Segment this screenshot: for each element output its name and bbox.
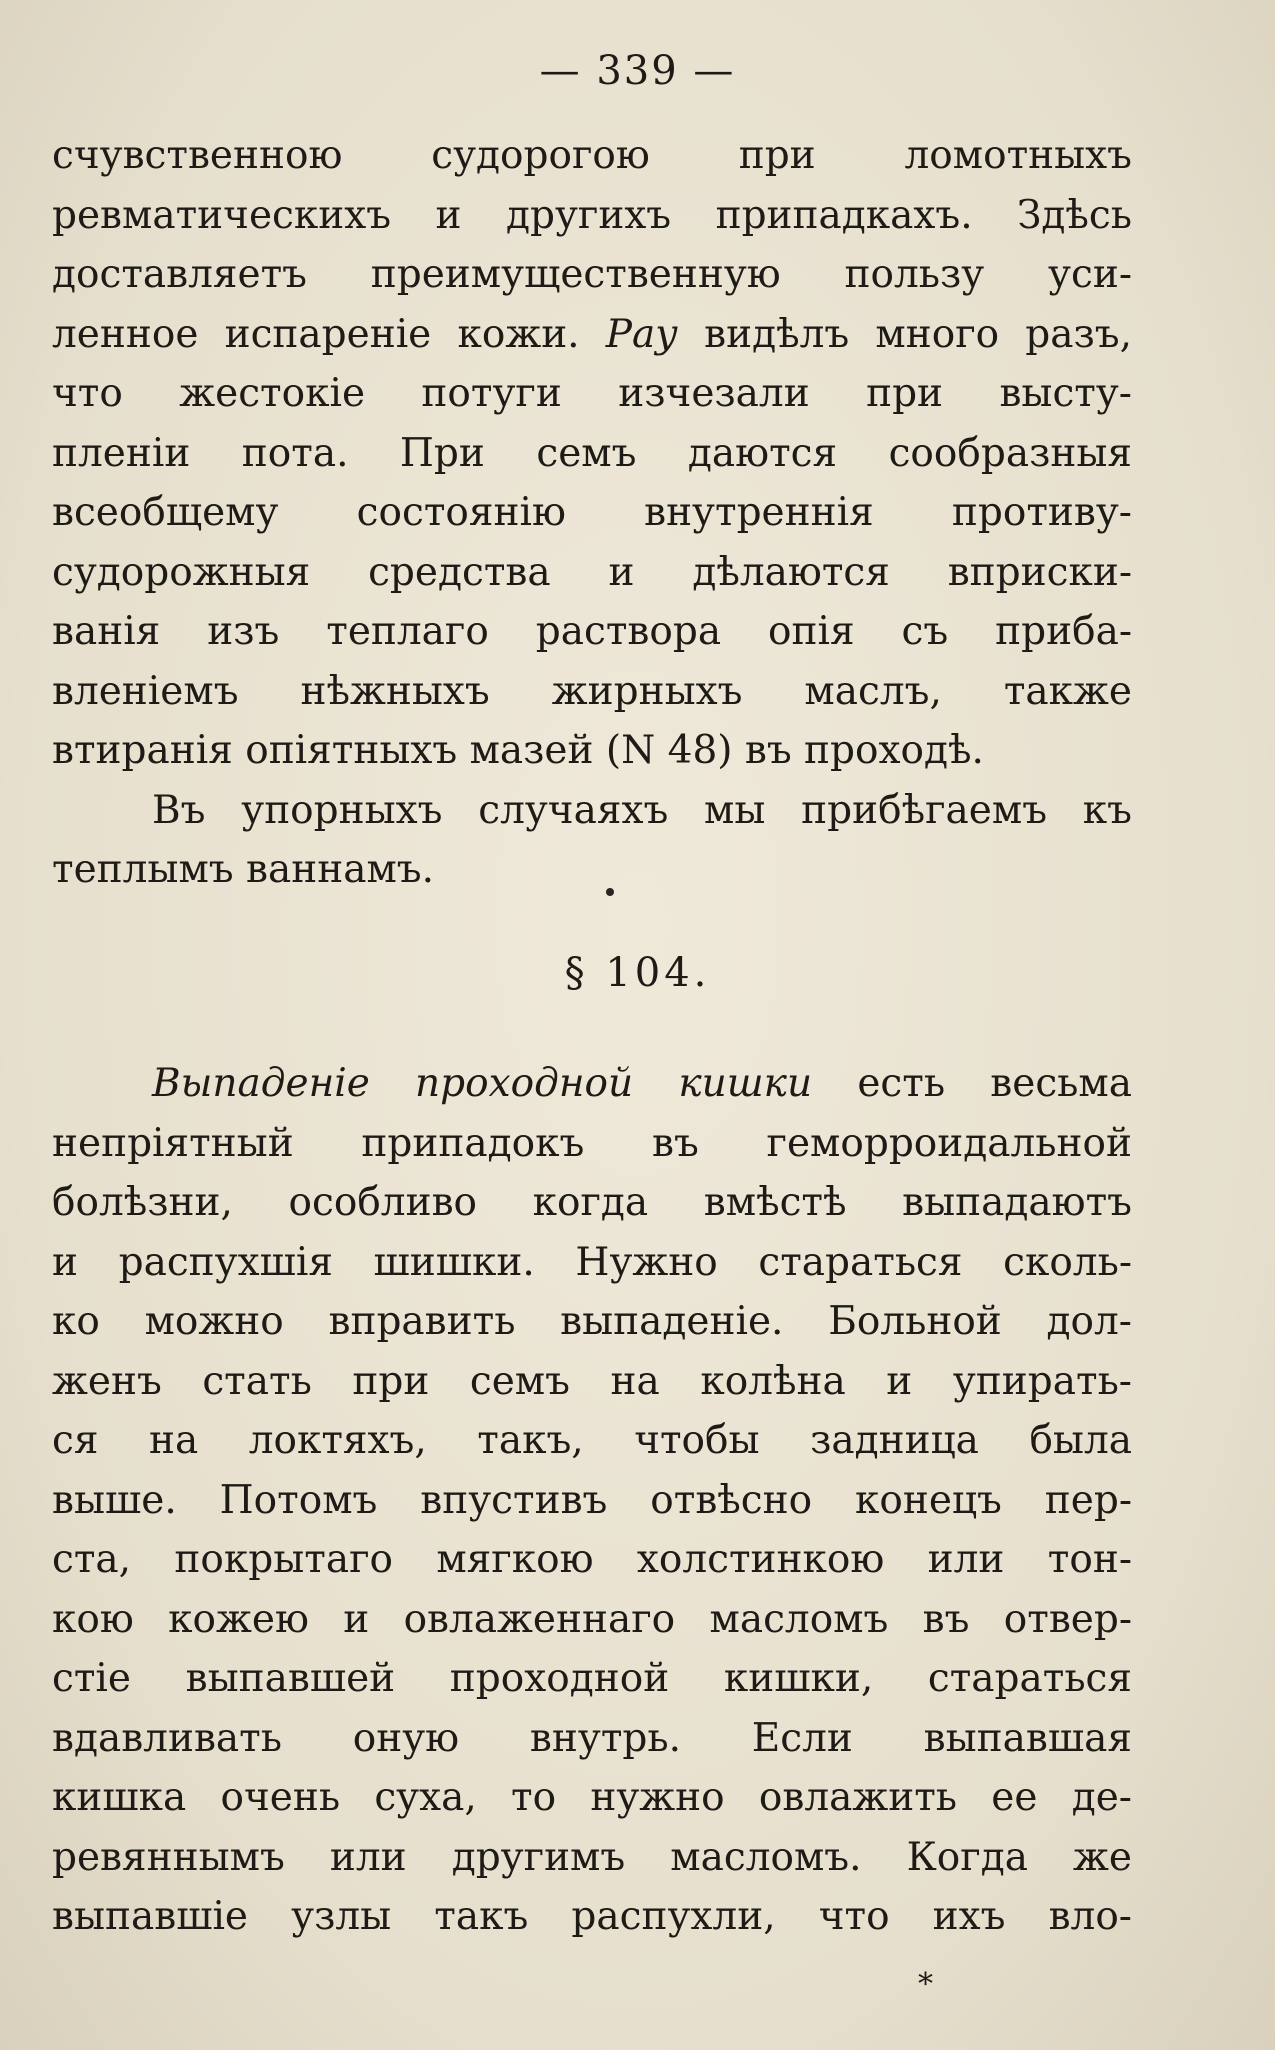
- text-line: пленіи пота. При семъ даются сообразныя: [52, 430, 1132, 476]
- text-line: вленіемъ нѣжныхъ жирныхъ маслъ, также: [52, 668, 1132, 714]
- text-line: кишка очень суха, то нужно овлажить ее де-: [52, 1775, 1132, 1820]
- text-line: ста, покрытаго мягкою холстинкою или тон-: [52, 1537, 1132, 1582]
- text-line: Въ упорныхъ случаяхъ мы прибѣгаемъ къ: [152, 787, 1132, 833]
- author-name: Рау: [605, 311, 678, 357]
- section-paragraph: [52, 1054, 1132, 1947]
- page-number: — 339 —: [539, 48, 736, 94]
- text-line: доставляетъ преимущественную пользу уси-: [52, 252, 1132, 297]
- text-line: выше. Потомъ впустивъ отвѣсно конецъ пер-: [52, 1477, 1132, 1523]
- ink-dot: [606, 888, 614, 896]
- text-line-with-italic-lead: [52, 1054, 1132, 1114]
- text-line: всеобщему состоянію внутреннія противу-: [52, 490, 1132, 535]
- text-line: кою кожею и овлаженнаго масломъ въ отвер-: [52, 1596, 1132, 1642]
- text-line: теплымъ ваннамъ.: [52, 847, 435, 892]
- continued-paragraph: [52, 126, 1132, 900]
- text-line: женъ стать при семъ на колѣна и упирать-: [52, 1358, 1132, 1404]
- italic-term: Выпаденіе проходной кишки: [152, 1061, 813, 1106]
- text-line: стіе выпавшей проходной кишки, стараться: [52, 1656, 1132, 1701]
- text-line: непріятный припадокъ въ геморроидальной: [52, 1120, 1132, 1166]
- text-line: ванія изъ теплаго раствора опія съ приба-: [52, 609, 1132, 654]
- section-heading: § 104.: [564, 950, 711, 996]
- text-line: судорожныя средства и дѣлаются вприски-: [52, 549, 1132, 595]
- text-line-with-author: [52, 305, 1132, 365]
- text-line: ко можно вправить выпаденіе. Больной дол-: [52, 1299, 1132, 1344]
- text-line: выпавшіе узлы такъ распухли, что ихъ вло-: [52, 1894, 1132, 1939]
- text-fragment: видѣлъ много разъ,: [704, 311, 1132, 357]
- text-fragment: есть весьма: [857, 1061, 1132, 1106]
- text-line: счувственною судорогою при ломотныхъ: [52, 133, 1132, 178]
- text-line: что жестокіе потуги изчезали при высту-: [52, 371, 1132, 416]
- text-line: ревяннымъ или другимъ масломъ. Когда же: [52, 1834, 1132, 1880]
- text-line: болѣзни, особливо когда вмѣстѣ выпадаютъ: [52, 1180, 1132, 1225]
- text-fragment: ленное испареніе кожи.: [52, 311, 580, 357]
- signature-mark: *: [918, 1967, 933, 2002]
- text-line: ревматическихъ и другихъ припадкахъ. Здѣсь: [52, 192, 1132, 238]
- text-line: вдавливать оную внутрь. Если выпавшая: [52, 1715, 1132, 1761]
- text-line: и распухшія шишки. Нужно стараться сколь-: [52, 1239, 1132, 1285]
- text-line: ся на локтяхъ, такъ, чтобы задница была: [52, 1418, 1132, 1463]
- text-line: втиранія опіятныхъ мазей (N 48) въ проходѣ.: [52, 728, 984, 773]
